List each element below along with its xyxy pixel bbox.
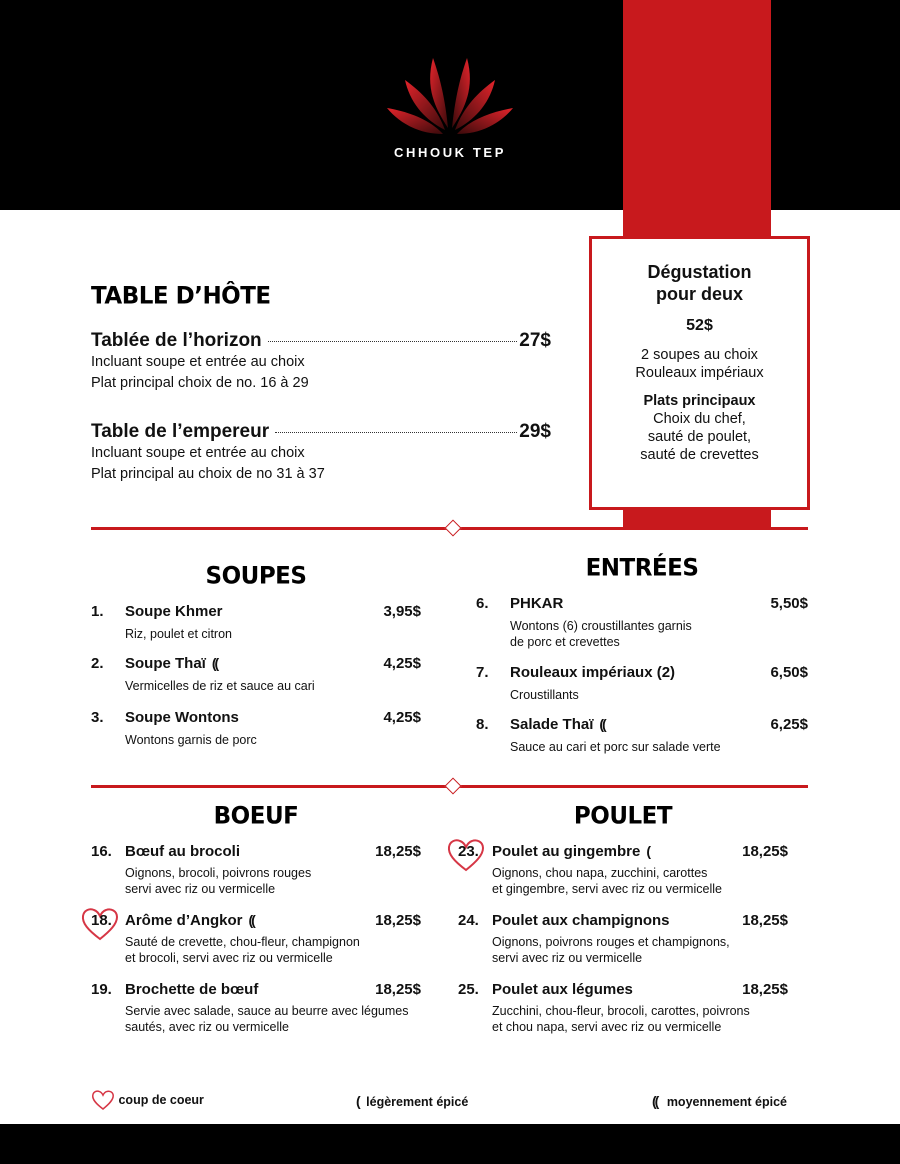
item-number: 19. <box>91 981 112 998</box>
poulet-title: POULET <box>573 802 673 830</box>
item-name: Poulet au gingembre <box>492 843 641 860</box>
degustation-line: 2 soupes au choix <box>641 347 758 363</box>
item-price: 18,25$ <box>742 912 788 929</box>
footer-band <box>0 1124 900 1164</box>
item-desc: Oignons, brocoli, poivrons rouges <box>125 866 312 880</box>
item-price: 27$ <box>519 330 551 351</box>
item-number: 8. <box>476 716 489 733</box>
menu-item <box>91 981 421 1037</box>
item-desc: Wontons (6) croustillantes garnis <box>510 619 692 633</box>
degustation-line: sauté de poulet, <box>647 429 752 445</box>
medium-spicy-icon: (( <box>599 716 605 732</box>
item-desc: Sauce au cari et porc sur salade verte <box>510 740 721 754</box>
dot-leader <box>268 341 518 342</box>
item-name: PHKAR <box>510 595 564 612</box>
item-number: 25. <box>458 981 479 998</box>
item-desc: et chou napa, servi avec riz ou vermicelle <box>492 1020 722 1034</box>
menu-item <box>476 595 808 651</box>
item-desc: Plat principal choix de no. 16 à 29 <box>91 375 309 391</box>
item-name: Tablée de l’horizon <box>91 330 262 351</box>
item-name: Salade Thaï <box>510 716 594 733</box>
item-desc: de porc et crevettes <box>510 635 620 649</box>
lotus-leaf-logo-icon <box>385 48 515 138</box>
item-desc: Incluant soupe et entrée au choix <box>91 445 305 461</box>
menu-item <box>458 981 788 1037</box>
item-number: 16. <box>91 843 112 860</box>
table-hote-item <box>91 421 551 485</box>
menu-item <box>458 843 788 899</box>
legend-favorite <box>91 1089 204 1111</box>
menu-item <box>91 655 421 695</box>
entrees-title: ENTRÉES <box>585 554 699 582</box>
menu-item <box>91 843 421 899</box>
item-name: Soupe Wontons <box>125 709 239 726</box>
degustation-line: sauté de crevettes <box>640 447 759 463</box>
item-desc: Croustillants <box>510 688 579 702</box>
item-name: Bœuf au brocoli <box>125 843 240 860</box>
table-hote-item <box>91 330 551 394</box>
table-hote-title: TABLE D’HÔTE <box>91 282 271 310</box>
item-name: Rouleaux impériaux (2) <box>510 664 676 681</box>
item-name: Table de l’empereur <box>91 421 270 442</box>
item-number: 7. <box>476 664 489 681</box>
legend-label: légèrement épicé <box>366 1095 469 1109</box>
item-name: Poulet aux légumes <box>492 981 633 998</box>
item-desc: Incluant soupe et entrée au choix <box>91 354 305 370</box>
item-name: Soupe Thaï <box>125 655 206 672</box>
divider-diamond-icon <box>445 520 462 537</box>
item-name: Poulet aux champignons <box>492 912 670 929</box>
degustation-line: Choix du chef, <box>653 411 746 427</box>
item-number: 6. <box>476 595 489 612</box>
item-desc: sautés, avec riz ou vermicelle <box>125 1020 289 1034</box>
medium-spicy-icon: (( <box>652 1093 658 1109</box>
menu-item <box>476 664 808 704</box>
degustation-box <box>589 236 810 510</box>
medium-spicy-icon: (( <box>248 912 254 928</box>
heart-outline-icon <box>91 1089 115 1111</box>
degustation-title: Dégustation pour deux <box>647 262 752 304</box>
item-price: 18,25$ <box>375 981 421 998</box>
menu-item <box>91 603 421 643</box>
item-price: 18,25$ <box>742 843 788 860</box>
boeuf-title: BOEUF <box>213 802 299 830</box>
item-desc: Wontons garnis de porc <box>125 733 257 747</box>
degustation-price: 52$ <box>686 317 713 334</box>
legend-mild <box>356 1093 468 1109</box>
item-desc: Oignons, poivrons rouges et champignons, <box>492 935 730 949</box>
item-number: 3. <box>91 709 104 726</box>
legend-medium <box>652 1093 787 1109</box>
soupes-title: SOUPES <box>205 562 307 590</box>
brand-name: CHHOUK TEP <box>394 145 506 160</box>
item-desc: servi avec riz ou vermicelle <box>492 951 643 965</box>
item-desc: et gingembre, servi avec riz ou vermicelle <box>492 882 722 896</box>
item-price: 5,50$ <box>770 595 808 612</box>
divider-diamond-icon <box>445 778 462 795</box>
item-desc: Zucchini, chou-fleur, brocoli, carottes, poivrons <box>492 1004 750 1018</box>
item-desc: servi avec riz ou vermicelle <box>125 882 276 896</box>
item-number: 18. <box>91 912 112 929</box>
medium-spicy-icon: (( <box>211 655 218 671</box>
item-price: 6,50$ <box>770 664 808 681</box>
item-number: 1. <box>91 603 104 620</box>
item-desc: et brocoli, servi avec riz ou vermicelle <box>125 951 333 965</box>
item-price: 29$ <box>519 421 551 442</box>
item-price: 3,95$ <box>383 603 421 620</box>
menu-item <box>91 709 421 749</box>
dot-leader <box>275 432 517 433</box>
item-price: 18,25$ <box>742 981 788 998</box>
degustation-line: Rouleaux impériaux <box>635 365 764 381</box>
item-desc: Oignons, chou napa, zucchini, carottes <box>492 866 708 880</box>
item-price: 18,25$ <box>375 912 421 929</box>
item-desc: Riz, poulet et citron <box>125 627 232 641</box>
item-number: 24. <box>458 912 479 929</box>
mild-spicy-icon: ( <box>646 843 650 859</box>
item-number: 2. <box>91 655 104 672</box>
legend-label: coup de coeur <box>118 1093 204 1107</box>
item-desc: Vermicelles de riz et sauce au cari <box>125 679 315 693</box>
item-desc: Plat principal au choix de no 31 à 37 <box>91 466 325 482</box>
menu-item <box>91 912 421 968</box>
item-number: 23. <box>458 843 479 860</box>
menu-item <box>458 912 788 968</box>
legend-label: moyennement épicé <box>666 1095 787 1109</box>
menu-item <box>476 716 808 756</box>
mild-spicy-icon: ( <box>356 1093 359 1109</box>
item-desc: Sauté de crevette, chou-fleur, champignon <box>125 935 360 949</box>
item-name: Soupe Khmer <box>125 603 223 620</box>
item-price: 6,25$ <box>770 716 808 733</box>
item-price: 4,25$ <box>383 709 421 726</box>
item-price: 18,25$ <box>375 843 421 860</box>
item-name: Brochette de bœuf <box>125 981 259 998</box>
item-name: Arôme d’Angkor <box>125 912 243 929</box>
item-desc: Servie avec salade, sauce au beurre avec légumes <box>125 1004 409 1018</box>
degustation-plats-title: Plats principaux <box>643 393 756 409</box>
item-price: 4,25$ <box>383 655 421 672</box>
